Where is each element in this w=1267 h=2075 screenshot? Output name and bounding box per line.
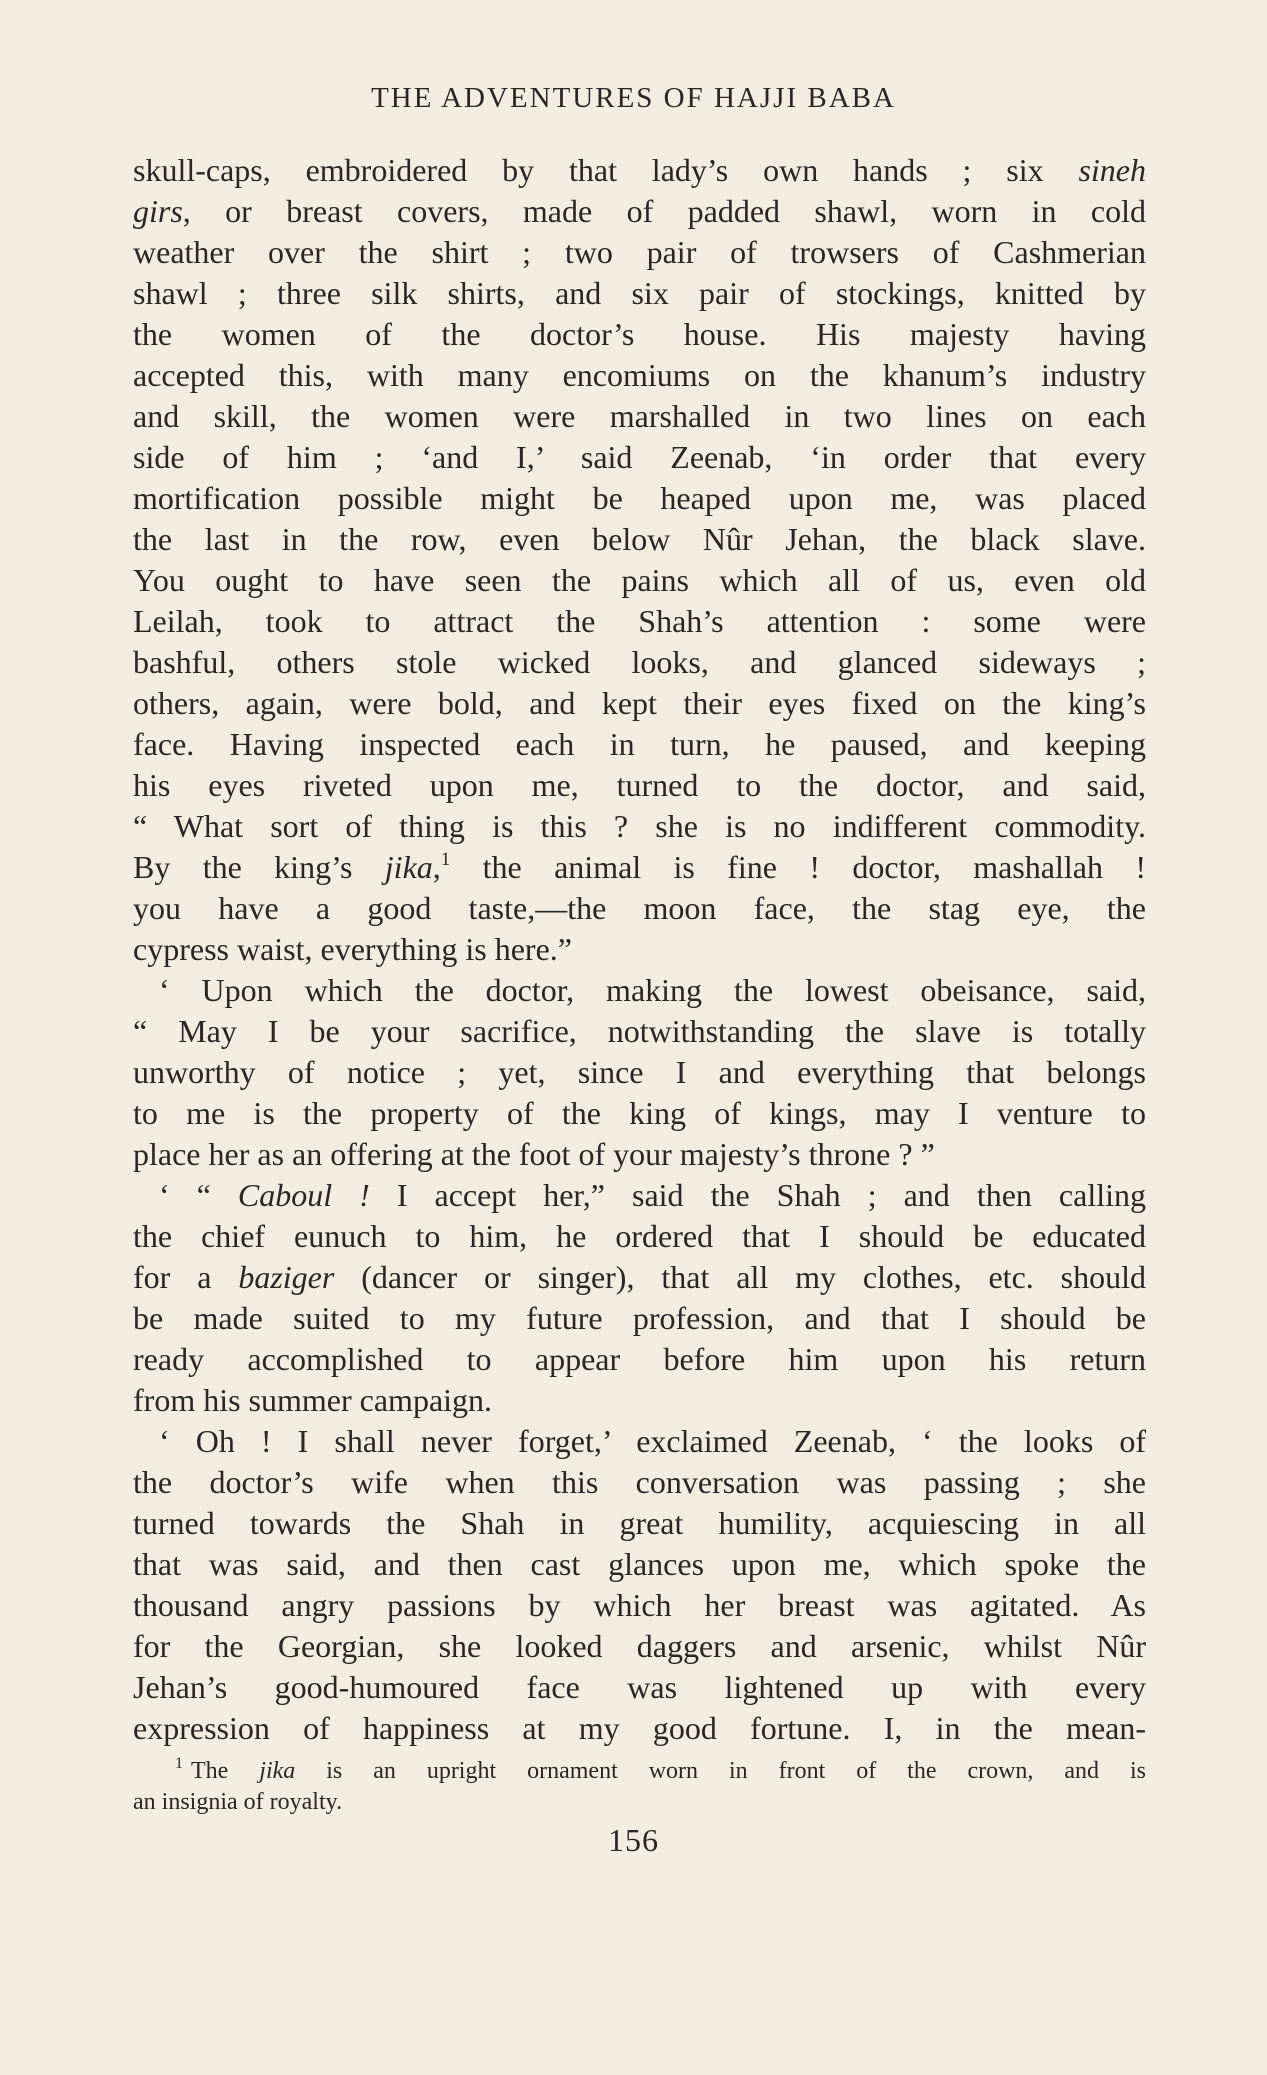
- text-run: You ought to have seen the pains which all of us, even old: [133, 562, 1146, 598]
- italic-term: baziger: [238, 1259, 335, 1295]
- text-run: you have a good taste,—the moon face, the stag eye, the: [133, 890, 1146, 926]
- text-line: [133, 1708, 1146, 1749]
- text-line: [133, 724, 1146, 765]
- text-line: [133, 1380, 1146, 1421]
- text-run: an insignia of royalty.: [133, 1789, 343, 1815]
- text-run: (dancer or singer), that all my clothes, etc. should: [334, 1259, 1147, 1295]
- text-line: [133, 970, 1146, 1011]
- text-run: ‘ Oh ! I shall never forget,’ exclaimed Zeenab, ‘ the looks of: [159, 1423, 1146, 1459]
- text-run: ‘ “: [159, 1177, 238, 1213]
- footnote-marker: 1: [440, 849, 451, 870]
- text-line: [133, 355, 1146, 396]
- text-run: By the king’s: [133, 849, 385, 885]
- text-run: the women of the doctor’s house. His majesty having: [133, 316, 1146, 352]
- text-line: [133, 478, 1146, 519]
- text-run: be made suited to my future profession, and that I should be: [133, 1300, 1146, 1336]
- text-run: the doctor’s wife when this conversation was passing ; she: [133, 1464, 1146, 1500]
- text-line: [133, 150, 1146, 191]
- text-line: [133, 1585, 1146, 1626]
- text-line: [133, 1626, 1146, 1667]
- text-line: [133, 314, 1146, 355]
- text-run: Jehan’s good-humoured face was lightened up with every: [133, 1669, 1146, 1705]
- text-run: the last in the row, even below Nûr Jehan, the black slave.: [133, 521, 1146, 557]
- text-run: the chief eunuch to him, he ordered that I should be educated: [133, 1218, 1146, 1254]
- italic-term: Caboul !: [237, 1177, 370, 1213]
- text-run: place her as an offering at the foot of your majesty’s throne ? ”: [133, 1136, 935, 1172]
- text-line: [133, 1134, 1146, 1175]
- italic-term: jika: [259, 1758, 296, 1784]
- text-line: [133, 437, 1146, 478]
- text-run: ,: [432, 849, 441, 885]
- text-run: , or breast covers, made of padded shawl, worn in cold: [182, 193, 1146, 229]
- text-run: his eyes riveted upon me, turned to the doctor, and said,: [133, 767, 1146, 803]
- text-line: [133, 1503, 1146, 1544]
- text-run: cypress waist, everything is here.”: [133, 931, 572, 967]
- text-run: mortification possible might be heaped upon me, was placed: [133, 480, 1146, 516]
- text-run: shawl ; three silk shirts, and six pair of stockings, knitted by: [133, 275, 1146, 311]
- text-line: [133, 929, 1146, 970]
- text-run: turned towards the Shah in great humility, acquiescing in all: [133, 1505, 1146, 1541]
- text-line: [133, 1257, 1146, 1298]
- text-line: [133, 1093, 1146, 1134]
- text-line: [133, 1421, 1146, 1462]
- text-run: is an upright ornament worn in front of the crown, and is: [295, 1758, 1147, 1784]
- text-run: skull-caps, embroidered by that lady’s own hands ; six: [133, 152, 1079, 188]
- text-run: “ May I be your sacrifice, notwithstanding the slave is totally: [133, 1013, 1146, 1049]
- text-line: [133, 847, 1146, 888]
- text-line: [133, 560, 1146, 601]
- text-run: bashful, others stole wicked looks, and glanced sideways ;: [133, 644, 1146, 680]
- text-run: ‘ Upon which the doctor, making the lowest obeisance, said,: [159, 972, 1146, 1008]
- text-line: [133, 232, 1146, 273]
- text-run: from his summer campaign.: [133, 1382, 493, 1418]
- text-run: thousand angry passions by which her breast was agitated. As: [133, 1587, 1146, 1623]
- text-run: The: [191, 1758, 260, 1784]
- text-line: [133, 888, 1146, 929]
- text-run: “ What sort of thing is this ? she is no indifferent commodity.: [133, 808, 1146, 844]
- text-run: to me is the property of the king of kings, may I venture to: [133, 1095, 1146, 1131]
- text-run: I accept her,” said the Shah ; and then calling: [369, 1177, 1146, 1213]
- text-run: side of him ; ‘and I,’ said Zeenab, ‘in order that every: [133, 439, 1146, 475]
- text-line: [133, 765, 1146, 806]
- text-run: others, again, were bold, and kept their eyes fixed on the king’s: [133, 685, 1146, 721]
- text-run: that was said, and then cast glances upon me, which spoke the: [133, 1546, 1146, 1582]
- text-run: for a: [133, 1259, 239, 1295]
- text-line: [133, 601, 1146, 642]
- text-line: [133, 1175, 1146, 1216]
- text-line: [133, 1339, 1146, 1380]
- page-number: 156: [608, 1822, 659, 1858]
- text-line: [133, 642, 1146, 683]
- footnote-marker: 1: [175, 1755, 183, 1772]
- text-run: and skill, the women were marshalled in two lines on each: [133, 398, 1146, 434]
- footnote-line: [133, 1787, 1146, 1818]
- text-line: [133, 1011, 1146, 1052]
- text-line: [133, 1544, 1146, 1585]
- text-line: [133, 1298, 1146, 1339]
- text-line: [133, 683, 1146, 724]
- text-run: expression of happiness at my good fortune. I, in the mean-: [133, 1710, 1146, 1746]
- running-head: THE ADVENTURES OF HAJJI BABA: [371, 82, 896, 114]
- text-run: ready accomplished to appear before him upon his return: [133, 1341, 1146, 1377]
- text-run: the animal is fine ! doctor, mashallah !: [450, 849, 1147, 885]
- text-line: [133, 191, 1146, 232]
- body-text: [133, 150, 1146, 1749]
- text-run: unworthy of notice ; yet, since I and everything that belongs: [133, 1054, 1146, 1090]
- text-run: accepted this, with many encomiums on the khanum’s industry: [133, 357, 1146, 393]
- italic-term: girs: [133, 193, 183, 229]
- text-line: [133, 273, 1146, 314]
- text-run: weather over the shirt ; two pair of trowsers of Cashmerian: [133, 234, 1146, 270]
- text-run: Leilah, took to attract the Shah’s attention : some were: [133, 603, 1146, 639]
- text-line: [133, 1052, 1146, 1093]
- text-run: face. Having inspected each in turn, he paused, and keeping: [133, 726, 1146, 762]
- text-line: [133, 1462, 1146, 1503]
- text-line: [133, 396, 1146, 437]
- italic-term: sineh: [1078, 152, 1146, 188]
- text-line: [133, 1667, 1146, 1708]
- text-line: [133, 806, 1146, 847]
- italic-term: jika: [384, 849, 433, 885]
- text-line: [133, 519, 1146, 560]
- footnote: [133, 1756, 1146, 1818]
- text-line: [133, 1216, 1146, 1257]
- footnote-line: [133, 1756, 1146, 1787]
- text-run: for the Georgian, she looked daggers and arsenic, whilst Nûr: [133, 1628, 1146, 1664]
